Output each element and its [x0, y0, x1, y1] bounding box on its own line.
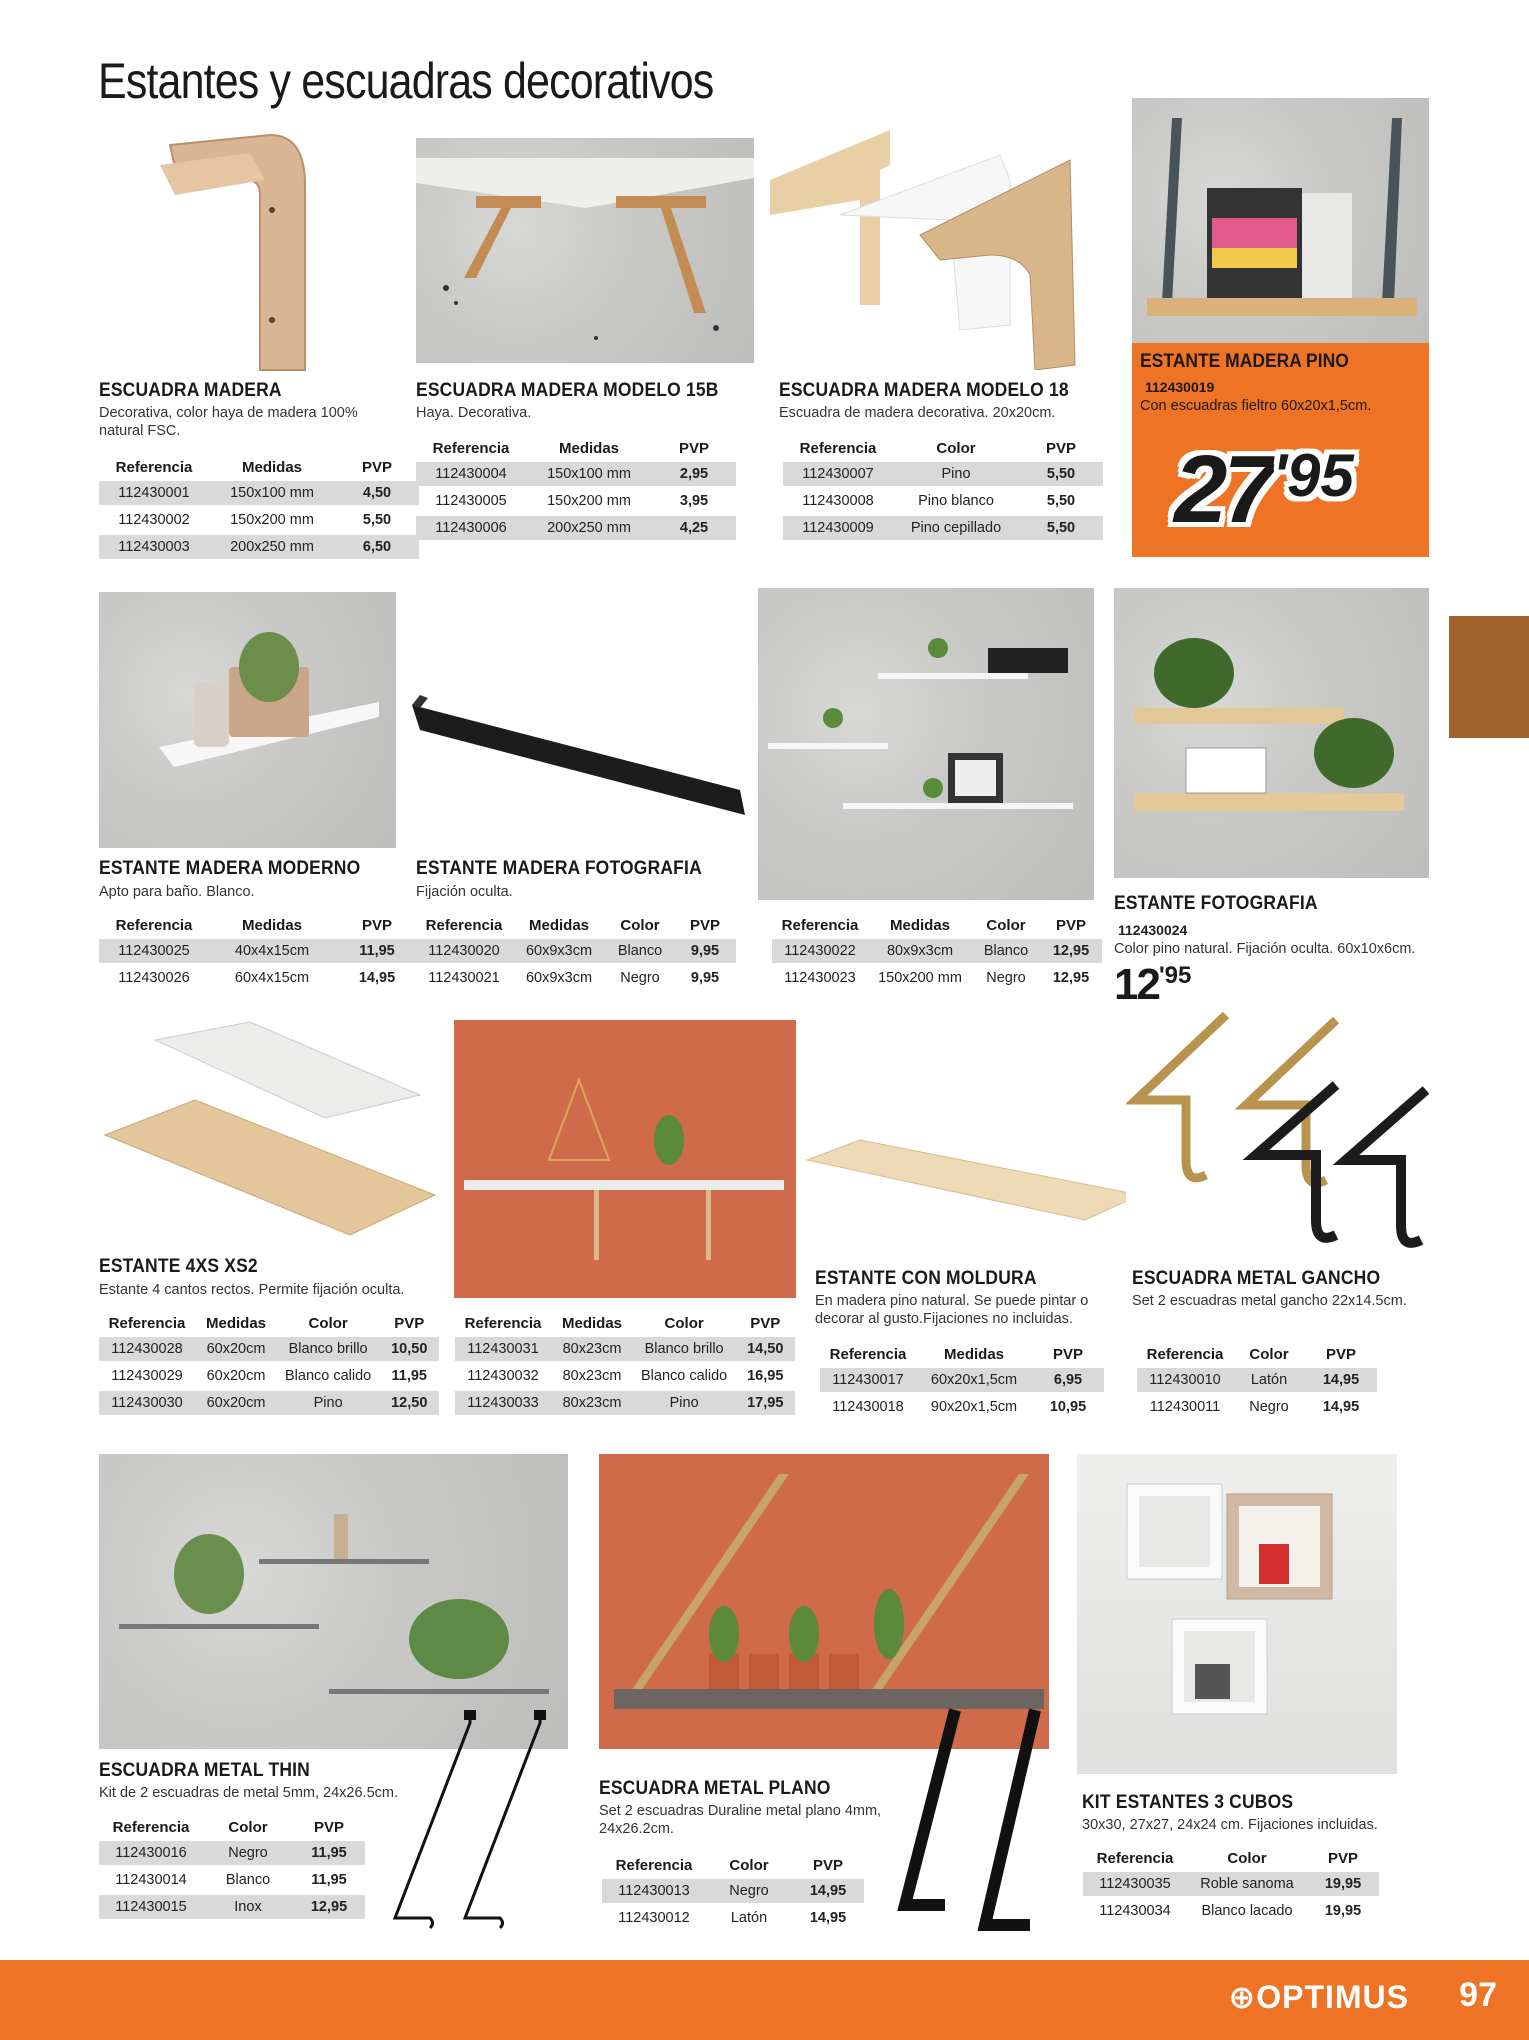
cell-ref: 112430003	[99, 535, 209, 559]
cell-color: Negro	[203, 1841, 293, 1865]
column-header: Referencia	[1146, 1346, 1224, 1363]
cell-size: 150x100 mm	[209, 481, 335, 505]
column-header: PVP	[689, 917, 720, 934]
cell-price: 19,95	[1324, 1903, 1362, 1919]
column-header: Medidas	[528, 917, 589, 934]
column-header: PVP	[361, 917, 392, 934]
estante-madera-fotografia-photo	[410, 690, 750, 825]
product-name: ESCUADRA MADERA	[99, 380, 282, 401]
cell-ref: 112430005	[435, 493, 507, 509]
table-row	[1137, 1368, 1377, 1392]
cell-ref: 112430012	[618, 1910, 690, 1926]
column-header: Color	[228, 1819, 268, 1836]
product-description: Con escuadras fieltro 60x20x1,5cm.	[1140, 398, 1372, 414]
table-row	[99, 1337, 439, 1361]
product-name: ESTANTE MADERA MODERNO	[99, 858, 361, 879]
brand-name: OPTIMUS	[1256, 1979, 1409, 2015]
cell-ref: 112430002	[118, 512, 190, 528]
column-header: Referencia	[464, 1315, 542, 1332]
cell-ref: 112430034	[1099, 1903, 1171, 1919]
column-header: Medidas	[943, 1346, 1004, 1363]
page-number: 97	[1459, 1976, 1497, 2014]
column-header: Color	[664, 1315, 704, 1332]
spec-table-escuadra-gancho	[1137, 1341, 1377, 1422]
product-name: ESTANTE CON MOLDURA	[815, 1268, 1037, 1289]
table-row	[783, 516, 1103, 540]
cell-color: Blanco calido	[285, 1368, 372, 1384]
cell-color: Negro	[620, 970, 660, 986]
price-integer: 12	[1114, 960, 1159, 1009]
cell-price: 5,50	[362, 512, 392, 528]
cell-ref: 112430016	[99, 1841, 203, 1865]
product-name: ESCUADRA METAL THIN	[99, 1760, 310, 1781]
column-header: Color	[936, 440, 976, 457]
brand-icon: ⊕	[1228, 1979, 1257, 2015]
cell-price: 12,95	[1052, 970, 1090, 986]
cell-price: 12,95	[1040, 939, 1102, 963]
table-row	[772, 966, 1102, 990]
cell-ref: 112430001	[99, 481, 209, 505]
cell-price: 11,95	[391, 1368, 427, 1384]
escuadra-metal-thin-photo	[99, 1454, 568, 1749]
column-header: Referencia	[112, 1819, 190, 1836]
price-integer: 27	[1174, 436, 1273, 543]
cell-size: 40x4x15cm	[209, 939, 335, 963]
cell-ref: 112430030	[99, 1391, 195, 1415]
cell-price: 14,95	[1305, 1368, 1377, 1392]
table-row	[1083, 1872, 1379, 1896]
cell-price: 11,95	[293, 1841, 365, 1865]
column-header: PVP	[1325, 1346, 1356, 1363]
cell-ref: 112430025	[99, 939, 209, 963]
spec-table-escuadra-15b	[416, 435, 736, 543]
cell-color: Blanco lacado	[1201, 1903, 1293, 1919]
product-name: ESCUADRA MADERA MODELO 15B	[416, 380, 719, 401]
table-row	[99, 1895, 365, 1919]
table-row	[455, 1337, 795, 1361]
cell-price: 10,50	[379, 1337, 439, 1361]
cell-price: 19,95	[1307, 1872, 1379, 1896]
column-header: Referencia	[115, 917, 193, 934]
cell-ref: 112430014	[115, 1872, 187, 1888]
table-row	[416, 489, 736, 513]
column-header: Color	[729, 1857, 769, 1874]
cell-color: Pino	[633, 1391, 735, 1415]
product-description: Set 2 escuadras metal gancho 22x14.5cm.	[1132, 1293, 1407, 1309]
table-row	[416, 966, 736, 990]
product-name: ESTANTE MADERA FOTOGRAFIA	[416, 858, 702, 879]
cell-price: 6,95	[1032, 1368, 1104, 1392]
spec-table-escuadra-madera	[99, 454, 419, 562]
estante-pino-photo	[1132, 98, 1429, 343]
table-row	[1137, 1395, 1377, 1419]
column-header: PVP	[361, 459, 392, 476]
price-decimal: '95	[1272, 442, 1354, 509]
cell-ref: 112430023	[784, 970, 856, 986]
product-description: Apto para baño. Blanco.	[99, 884, 255, 900]
column-header: Medidas	[241, 917, 302, 934]
product-description: Fijación oculta.	[416, 884, 513, 900]
estante-4xs-scene-photo	[454, 1020, 796, 1298]
cell-size: 200x250 mm	[526, 516, 652, 540]
column-header: PVP	[1052, 1346, 1083, 1363]
column-header: Medidas	[205, 1315, 266, 1332]
product-description: Estante 4 cantos rectos. Permite fijación oculta.	[99, 1282, 405, 1298]
product-name: ESCUADRA MADERA MODELO 18	[779, 380, 1069, 401]
cell-color: Pino	[277, 1391, 379, 1415]
price-decimal: '95	[1158, 962, 1192, 989]
spec-table-estante-moldura	[820, 1341, 1104, 1422]
column-header: Color	[1227, 1850, 1267, 1867]
cell-ref: 112430015	[99, 1895, 203, 1919]
page-footer	[0, 1960, 1529, 2040]
table-row	[602, 1879, 864, 1903]
cell-size: 80x9x3cm	[868, 939, 972, 963]
table-row	[99, 1841, 365, 1865]
escuadra-thin-bracket-drawing	[390, 1708, 565, 1938]
table-row	[99, 966, 419, 990]
cell-size: 60x20x1,5cm	[916, 1368, 1032, 1392]
column-header: Color	[308, 1315, 348, 1332]
product-reference: 112430024	[1118, 922, 1188, 938]
column-header: Referencia	[432, 440, 510, 457]
column-header: PVP	[750, 1315, 781, 1332]
cell-ref: 112430031	[455, 1337, 551, 1361]
kit-estantes-cubos-photo	[1077, 1454, 1397, 1774]
cell-price: 5,50	[1046, 493, 1076, 509]
estante-fotografia-photo	[1114, 588, 1429, 878]
cell-size: 200x250 mm	[209, 535, 335, 559]
estante-moldura-photo	[805, 1135, 1140, 1235]
spec-table-kit-cubos	[1083, 1845, 1379, 1926]
cell-color: Blanco	[972, 939, 1040, 963]
cell-ref: 112430029	[111, 1368, 183, 1384]
cell-price: 14,50	[735, 1337, 795, 1361]
cell-size: 150x100 mm	[526, 462, 652, 486]
cell-price: 2,95	[652, 462, 736, 486]
table-row	[99, 535, 419, 559]
table-row	[416, 939, 736, 963]
product-name: ESCUADRA METAL PLANO	[599, 1778, 831, 1799]
product-reference: 112430019	[1145, 379, 1215, 395]
cell-price: 12,95	[293, 1895, 365, 1919]
table-row	[99, 939, 419, 963]
product-description: Escuadra de madera decorativa. 20x20cm.	[779, 405, 1056, 421]
column-header: PVP	[313, 1819, 344, 1836]
cell-size: 60x9x3cm	[512, 939, 606, 963]
cell-color: Latón	[730, 1910, 768, 1926]
cell-price: 10,95	[1049, 1399, 1087, 1415]
product-description: Set 2 escuadras Duraline metal plano 4mm, 24x26.2cm.	[599, 1803, 882, 1837]
spec-table-escuadra-18	[783, 435, 1103, 543]
column-header: PVP	[1045, 440, 1076, 457]
column-header: PVP	[1327, 1850, 1358, 1867]
spec-table-estante-moderno	[99, 912, 419, 993]
cell-ref: 112430018	[832, 1399, 904, 1415]
product-name: ESTANTE 4XS XS2	[99, 1256, 258, 1277]
product-name: ESTANTE FOTOGRAFIA	[1114, 893, 1318, 914]
cell-ref: 112430009	[783, 516, 893, 540]
table-row	[99, 1364, 439, 1388]
table-row	[416, 516, 736, 540]
cell-size: 80x23cm	[551, 1391, 633, 1415]
cell-price: 14,95	[809, 1910, 847, 1926]
spec-table-estante-foto-large	[772, 912, 1102, 993]
column-header: Referencia	[1096, 1850, 1174, 1867]
cell-color: Negro	[986, 970, 1026, 986]
cell-ref: 112430032	[467, 1368, 539, 1384]
spec-table-escuadra-thin	[99, 1814, 365, 1922]
product-name: ESCUADRA METAL GANCHO	[1132, 1268, 1381, 1289]
cell-color: Negro	[706, 1879, 792, 1903]
cell-price: 14,95	[358, 970, 396, 986]
cell-ref: 112430011	[1149, 1399, 1221, 1415]
cell-price: 4,25	[652, 516, 736, 540]
cell-size: 150x200 mm	[878, 970, 962, 986]
page-title: Estantes y escuadras decorativos	[98, 53, 714, 109]
cell-price: 6,50	[335, 535, 419, 559]
cell-color: Blanco	[606, 939, 674, 963]
cell-size: 60x20cm	[195, 1391, 277, 1415]
escuadra-gancho-photo	[1126, 1010, 1436, 1250]
cell-ref: 112430028	[99, 1337, 195, 1361]
cell-price: 14,95	[1322, 1399, 1360, 1415]
cell-size: 60x4x15cm	[234, 970, 310, 986]
table-row	[99, 481, 419, 505]
column-header: Medidas	[889, 917, 950, 934]
cell-price: 9,95	[690, 970, 720, 986]
cell-ref: 112430013	[602, 1879, 706, 1903]
product-description: En madera pino natural. Se puede pintar o decorar al gusto.Fijaciones no incluidas.	[815, 1293, 1089, 1327]
column-header: Medidas	[241, 459, 302, 476]
cell-size: 90x20x1,5cm	[930, 1399, 1018, 1415]
cell-color: Blanco brillo	[633, 1337, 735, 1361]
table-row	[820, 1368, 1104, 1392]
column-header: Color	[1249, 1346, 1289, 1363]
cell-ref: 112430006	[416, 516, 526, 540]
cell-color: Roble sanoma	[1187, 1872, 1307, 1896]
cell-price: 4,50	[335, 481, 419, 505]
table-row	[602, 1906, 864, 1930]
estante-foto-wall-photo	[758, 588, 1094, 900]
cell-size: 80x23cm	[551, 1337, 633, 1361]
cell-ref: 112430022	[772, 939, 868, 963]
cell-ref: 112430008	[802, 493, 874, 509]
cell-size: 60x20cm	[206, 1368, 266, 1384]
escuadra-madera-photo	[100, 125, 352, 375]
spec-table-escuadra-plano	[602, 1852, 864, 1933]
cell-ref: 112430004	[416, 462, 526, 486]
product-name: ESTANTE MADERA PINO	[1140, 351, 1349, 372]
column-header: Referencia	[425, 917, 503, 934]
cell-size: 60x20cm	[195, 1337, 277, 1361]
cell-size: 60x9x3cm	[525, 970, 593, 986]
product-description: Haya. Decorativa.	[416, 405, 532, 421]
table-row	[99, 1868, 365, 1892]
cell-ref: 112430020	[416, 939, 512, 963]
table-row	[783, 462, 1103, 486]
product-description: Kit de 2 escuadras de metal 5mm, 24x26.5cm.	[99, 1785, 399, 1801]
cell-size: 150x200 mm	[230, 512, 314, 528]
product-description: Color pino natural. Fijación oculta. 60x10x6cm.	[1114, 941, 1416, 957]
brand-logo	[1228, 1978, 1409, 2016]
cell-ref: 112430010	[1137, 1368, 1233, 1392]
cell-price: 5,50	[1019, 462, 1103, 486]
cell-color: Pino blanco	[918, 493, 994, 509]
table-row	[772, 939, 1102, 963]
cell-price: 17,95	[735, 1391, 795, 1415]
escuadra-18-photo	[760, 125, 1100, 370]
cell-price: 5,50	[1019, 516, 1103, 540]
column-header: Referencia	[615, 1857, 693, 1874]
product-name: KIT ESTANTES 3 CUBOS	[1082, 1792, 1294, 1813]
column-header: Referencia	[799, 440, 877, 457]
column-header: PVP	[1055, 917, 1086, 934]
table-row	[783, 489, 1103, 513]
cell-price: 3,95	[679, 493, 709, 509]
estante-moderno-photo	[99, 592, 396, 848]
cell-color: Blanco brillo	[277, 1337, 379, 1361]
spec-table-estante-4xs-large	[455, 1310, 795, 1418]
spec-table-estante-4xs	[99, 1310, 439, 1418]
table-row	[455, 1391, 795, 1415]
escuadra-15b-photo	[416, 138, 754, 363]
table-row	[99, 1391, 439, 1415]
table-row	[416, 462, 736, 486]
table-row	[1083, 1899, 1379, 1923]
cell-size: 150x200 mm	[547, 493, 631, 509]
cell-price: 11,95	[335, 939, 419, 963]
price-tag	[1114, 960, 1191, 1010]
cell-color: Inox	[203, 1895, 293, 1919]
cell-ref: 112430033	[455, 1391, 551, 1415]
cell-ref: 112430026	[118, 970, 190, 986]
spec-table-estante-madera-fotografia	[416, 912, 736, 993]
cell-ref: 112430007	[783, 462, 893, 486]
column-header: Medidas	[558, 440, 619, 457]
cell-ref: 112430017	[820, 1368, 916, 1392]
cell-size: 80x23cm	[562, 1368, 622, 1384]
cell-price: 11,95	[311, 1872, 347, 1888]
cell-price: 9,95	[674, 939, 736, 963]
cell-ref: 112430021	[428, 970, 500, 986]
column-header: Referencia	[108, 1315, 186, 1332]
section-tab-marker	[1449, 616, 1529, 738]
column-header: PVP	[394, 1315, 425, 1332]
column-header: Referencia	[829, 1346, 907, 1363]
product-description: Decorativa, color haya de madera 100% natural FSC.	[99, 405, 358, 439]
column-header: PVP	[678, 440, 709, 457]
product-description: 30x30, 27x27, 24x24 cm. Fijaciones incluidas.	[1082, 1817, 1378, 1833]
cell-color: Latón	[1233, 1368, 1305, 1392]
table-row	[455, 1364, 795, 1388]
cell-color: Pino cepillado	[893, 516, 1019, 540]
column-header: Referencia	[115, 459, 193, 476]
column-header: Color	[620, 917, 660, 934]
cell-color: Blanco	[225, 1872, 271, 1888]
table-row	[99, 508, 419, 532]
table-row	[820, 1395, 1104, 1419]
cell-ref: 112430035	[1083, 1872, 1187, 1896]
cell-color: Negro	[1249, 1399, 1289, 1415]
column-header: Color	[986, 917, 1026, 934]
column-header: PVP	[812, 1857, 843, 1874]
escuadra-plano-bracket-drawing	[895, 1705, 1055, 1945]
estante-4xs-photo	[100, 1020, 440, 1250]
cell-price: 16,95	[747, 1368, 784, 1384]
cell-price: 12,50	[379, 1391, 439, 1415]
cell-price: 14,95	[792, 1879, 864, 1903]
cell-color: Blanco calido	[641, 1368, 728, 1384]
column-header: Medidas	[561, 1315, 622, 1332]
price-tag	[1174, 435, 1354, 545]
cell-color: Pino	[893, 462, 1019, 486]
featured-offer-estante-pino	[1132, 343, 1429, 557]
column-header: Referencia	[781, 917, 859, 934]
